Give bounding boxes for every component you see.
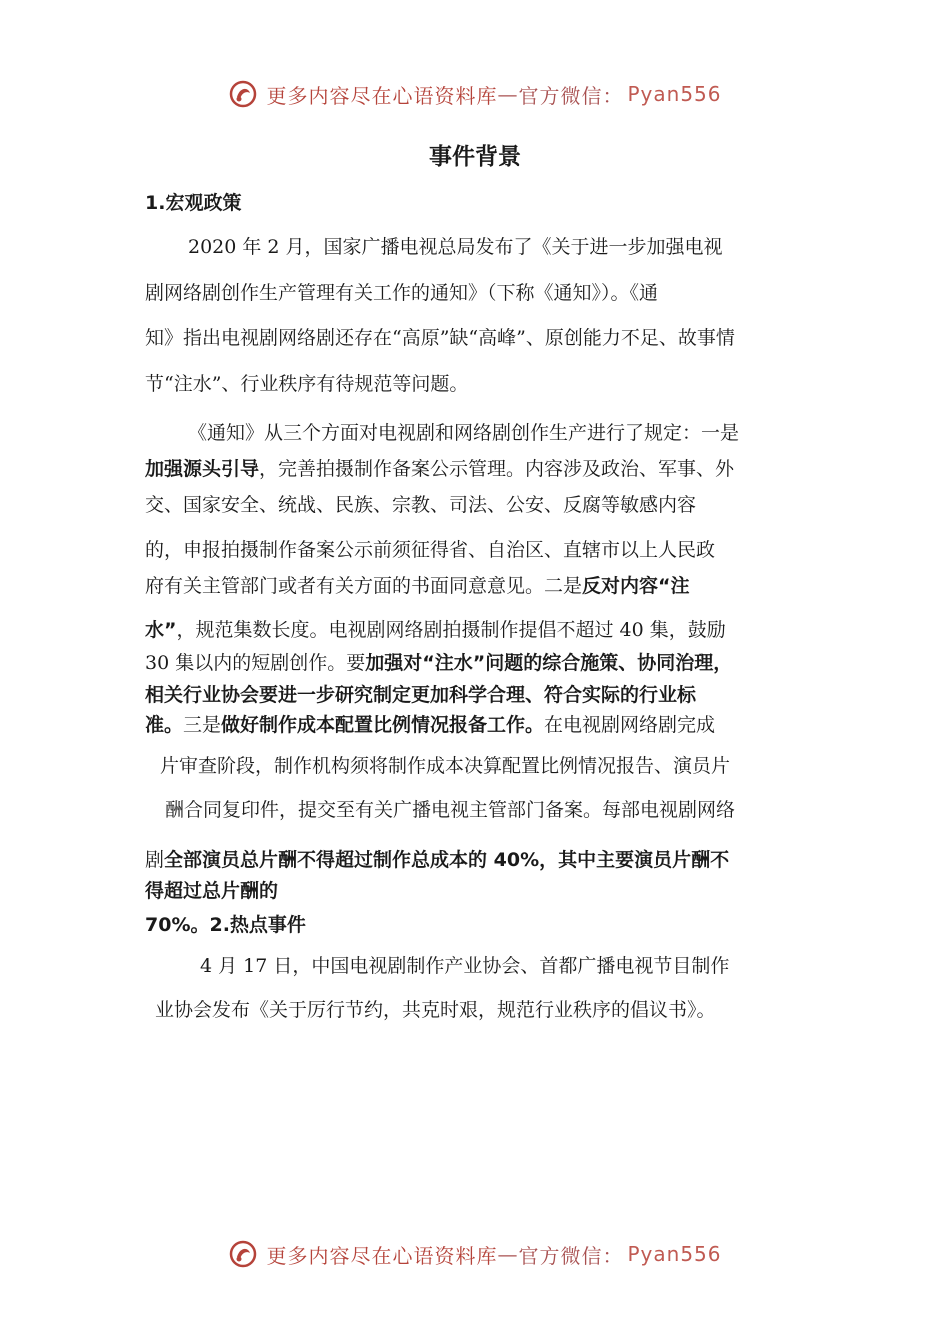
paragraph-line — [145, 847, 729, 873]
body-text: 30 集以内的短剧创作。要 — [145, 652, 366, 674]
brand-logo-icon — [228, 79, 258, 109]
wechat-label: 官方微信： — [518, 83, 624, 108]
paragraph-line — [145, 878, 278, 904]
paragraph-line: 知》指出电视剧网络剧还存在“高原”缺“高峰”、原创能力不足、故事情 — [145, 327, 735, 349]
paragraph-line — [145, 573, 690, 599]
paragraph-line: 片审查阶段，制作机构须将制作成本决算配置比例情况报告、演员片 — [160, 755, 731, 777]
emphasis-text: 70%。2.热点事件 — [145, 914, 306, 936]
brand-dash: — — [497, 82, 519, 106]
body-text: ，完善拍摄制作备案公示管理。内容涉及政治、军事、外 — [259, 458, 735, 480]
section-heading-policy: 1.宏观政策 — [145, 192, 242, 214]
paragraph-line: 剧网络剧创作生产管理有关工作的通知》（下称《通知》）。《通 — [145, 282, 659, 304]
paragraph-line — [145, 682, 696, 708]
brand-logo-icon — [228, 1239, 258, 1269]
brand-dash: — — [497, 1242, 519, 1266]
wechat-id: Pyan556 — [627, 82, 722, 106]
body-text: 三是 — [183, 714, 222, 736]
paragraph-line: 2020 年 2 月，国家广播电视总局发布了《关于进一步加强电视 — [188, 236, 723, 258]
brand-text: 更多内容尽在心语资料库 — [266, 83, 498, 108]
emphasis-text: 水” — [145, 619, 177, 641]
body-text: ，规范集数长度。电视剧网络剧拍摄制作提倡不超过 40 集，鼓励 — [176, 619, 726, 641]
paragraph-line — [145, 650, 732, 676]
paragraph-line: 节“注水”、行业秩序有待规范等问题。 — [145, 373, 469, 395]
page-title: 事件背景 — [429, 144, 521, 170]
paragraph-line: 交、国家安全、统战、民族、宗教、司法、公安、反腐等敏感内容 — [145, 494, 697, 516]
paragraph-line: 的，申报拍摄制作备案公示前须征得省、自治区、直辖市以上人民政 — [145, 539, 716, 561]
paragraph-line: 《通知》从三个方面对电视剧和网络剧创作生产进行了规定：一是 — [188, 422, 740, 444]
brand-text: 更多内容尽在心语资料库 — [266, 1243, 498, 1268]
paragraph-line — [145, 712, 715, 738]
section-heading-hot-events — [145, 912, 306, 938]
paragraph-line: 酬合同复印件，提交至有关广播电视主管部门备案。每部电视剧网络 — [165, 799, 736, 821]
emphasis-text: 准。 — [145, 714, 184, 736]
footer-brand — [0, 1234, 950, 1274]
body-text: 府有关主管部门或者有关方面的书面同意意见。二是 — [145, 575, 583, 597]
paragraph-line: 4 月 17 日，中国电视剧制作产业协会、首都广播电视节目制作 — [200, 955, 730, 977]
paragraph-line — [145, 456, 734, 482]
emphasis-text: 加强源头引导 — [145, 458, 260, 480]
body-text: 剧 — [145, 849, 165, 871]
emphasis-text: 得超过总片酬的 — [145, 880, 279, 902]
wechat-id: Pyan556 — [627, 1242, 722, 1266]
paragraph-line — [145, 617, 726, 643]
emphasis-text: 反对内容“注 — [582, 575, 690, 597]
emphasis-text: 加强对“注水”问题的综合施策、协同治理， — [365, 652, 733, 674]
paragraph-line: 业协会发布《关于厉行节约，共克时艰，规范行业秩序的倡议书》。 — [155, 999, 716, 1021]
header-brand — [0, 74, 950, 114]
emphasis-text: 全部演员总片酬不得超过制作总成本的 40%，其中主要演员片酬不 — [164, 849, 730, 871]
wechat-label: 官方微信： — [518, 1243, 624, 1268]
body-text: 在电视剧网络剧完成 — [544, 714, 716, 736]
emphasis-text: 做好制作成本配置比例情况报备工作。 — [221, 714, 545, 736]
emphasis-text: 相关行业协会要进一步研究制定更加科学合理、符合实际的行业标 — [145, 684, 697, 706]
